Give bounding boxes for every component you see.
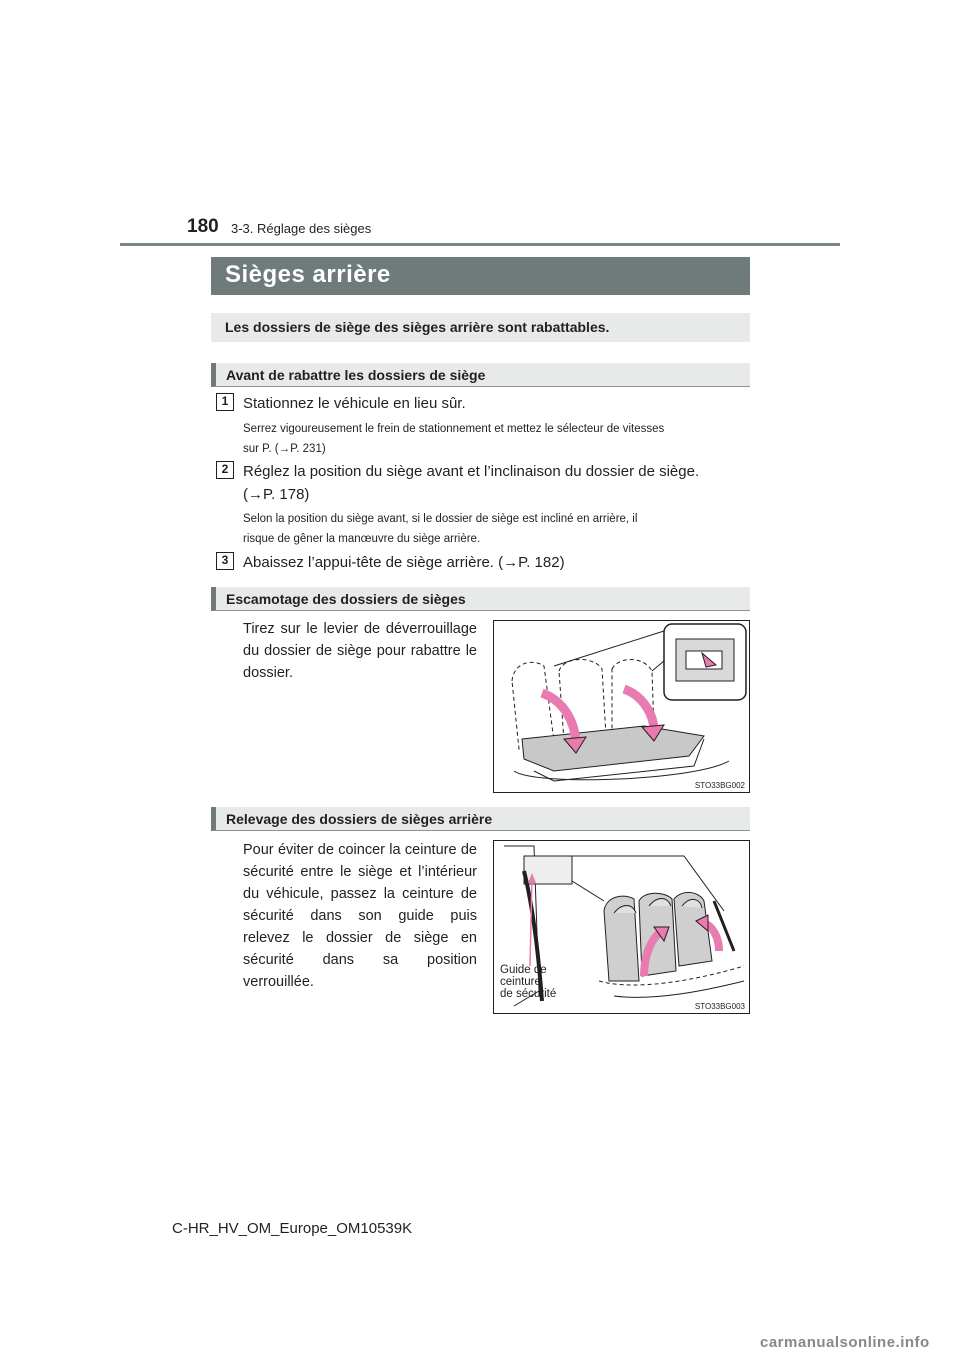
folding-paragraph: Tirez sur le levier de déverrouillage du dossier de siège pour rabattre le dossier.: [243, 621, 477, 681]
returning-paragraph: Pour éviter de coincer la ceinture de sécurité entre le siège et l’intérieur du véhicule, passez la ceinture de sécurité dans son guide puis relevez le dossier de siège en sécurité dans sa position verrouillée.: [243, 842, 477, 990]
seatbelt-guide-label: [500, 964, 556, 1000]
seat-folding-drawing: [494, 621, 749, 792]
header-rule: [120, 243, 840, 246]
step-2-text-line2: (→P. 178): [243, 486, 310, 503]
subheading-text: Escamotage des dossiers de sièges: [226, 591, 466, 607]
step-1-note-line2: sur P. (→P. 231): [243, 443, 326, 455]
step-2-note-line1: Selon la position du siège avant, si le dossier de siège est incliné en arrière, il: [243, 513, 638, 525]
figure-code: STO33BG003: [694, 1002, 745, 1011]
title-bar: [211, 257, 750, 295]
label-line: de sécurité: [500, 988, 557, 1000]
label-line: Guide de: [500, 964, 547, 976]
step-number-2: 2: [216, 461, 234, 479]
intro-box: [211, 313, 750, 342]
subheading-before-folding: [211, 363, 750, 387]
step-1-text: Stationnez le véhicule en lieu sûr.: [243, 395, 466, 412]
subheading-returning: [211, 807, 750, 831]
subheading-folding: [211, 587, 750, 611]
section-reference: 3-3. Réglage des sièges: [231, 221, 372, 236]
page-number: 180: [187, 216, 219, 237]
step-2-text-line1: Réglez la position du siège avant et l’inclinaison du dossier de siège.: [243, 463, 700, 480]
step-2-note-line2: risque de gêner la manœuvre du siège arrière.: [243, 533, 481, 545]
step-1-note-line1: Serrez vigoureusement le frein de stationnement et mettez le sélecteur de vitesses: [243, 423, 665, 435]
folding-illustration: [493, 620, 750, 793]
label-line: ceinture: [500, 976, 541, 988]
intro-text: Les dossiers de siège des sièges arrière sont rabattables.: [225, 319, 610, 335]
subheading-text: Relevage des dossiers de sièges arrière: [226, 811, 493, 827]
step-3-text: Abaissez l’appui-tête de siège arrière. (→P. 182): [243, 554, 565, 571]
step-number-3: 3: [216, 552, 234, 570]
returning-illustration: [493, 840, 750, 1014]
page-title: Sièges arrière: [225, 261, 391, 288]
figure-code: STO33BG002: [694, 781, 745, 790]
footer-document-code: C-HR_HV_OM_Europe_OM10539K: [172, 1220, 413, 1237]
subheading-text: Avant de rabattre les dossiers de siège: [226, 367, 486, 383]
watermark: carmanualsonline.info: [760, 1334, 930, 1351]
step-number-1: 1: [216, 393, 234, 411]
